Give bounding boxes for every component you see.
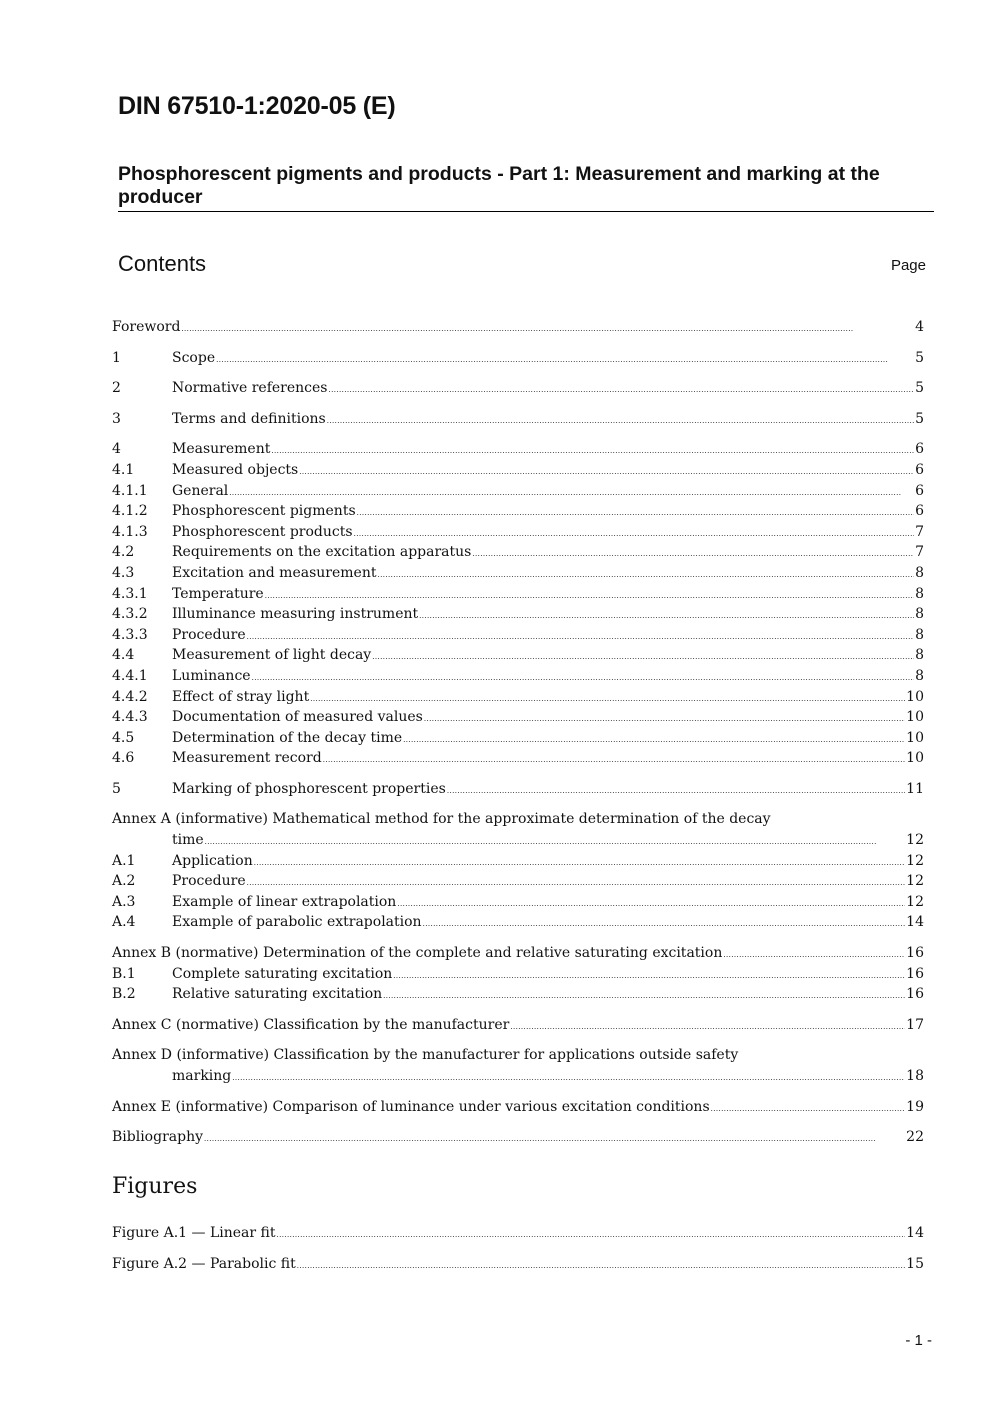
- toc-entry-page: 12: [906, 852, 924, 869]
- toc-entry-number: 4.6: [112, 750, 135, 767]
- toc-entry-title: Measurement record: [172, 750, 322, 767]
- toc-entry-title: Scope: [172, 349, 216, 366]
- toc-entry-title: Measurement: [172, 441, 271, 458]
- page-number: - 1 -: [905, 1332, 932, 1349]
- toc-entry-page: 8: [915, 564, 924, 581]
- toc-entry-number: 4.3.2: [112, 606, 148, 623]
- toc-entry-annex-b[interactable]: [112, 943, 924, 964]
- toc-entry-4-4-3[interactable]: [112, 707, 924, 728]
- toc-entry-title: General: [172, 482, 229, 499]
- toc-entry-title: Annex C (normative) Classification by the manufacturer: [112, 1016, 510, 1033]
- document-id: DIN 67510-1:2020-05 (E): [118, 92, 396, 120]
- toc-entry-number: 4.4.1: [112, 667, 148, 684]
- toc-entry-number: A.1: [112, 852, 136, 869]
- toc-entry-4-1[interactable]: [112, 460, 924, 481]
- toc-entry-number: 4: [112, 441, 121, 458]
- toc-entry-4-4-1[interactable]: [112, 666, 924, 687]
- toc-entry-number: 2: [112, 380, 121, 397]
- toc-entry-number: 4.1: [112, 461, 135, 478]
- toc-entry-page: 5: [915, 349, 924, 366]
- toc-entry-page: 22: [906, 1129, 924, 1146]
- toc-entry-4-5[interactable]: [112, 728, 924, 749]
- toc-entry-page: 12: [906, 893, 924, 910]
- document-subtitle: Phosphorescent pigments and products - Part 1: Measurement and marking at the producer: [118, 163, 934, 212]
- toc-entry-title: Phosphorescent products: [172, 523, 353, 540]
- toc-entry-4-1-2[interactable]: [112, 501, 924, 522]
- toc-entry-title: Requirements on the excitation apparatus: [172, 544, 472, 561]
- toc-entry-number: 1: [112, 349, 121, 366]
- figure-entry-a-1[interactable]: [112, 1223, 924, 1244]
- toc-entry-number: 3: [112, 410, 121, 427]
- toc-entry-number: 4.4: [112, 647, 135, 664]
- toc-entry-number: B.1: [112, 965, 136, 982]
- toc-entry-page: 16: [906, 945, 924, 962]
- figure-entry-title: Figure A.2 — Parabolic fit: [112, 1255, 296, 1272]
- toc-entry-a-2[interactable]: [112, 871, 924, 892]
- toc-entry-4-6[interactable]: [112, 748, 924, 769]
- toc-entry-number: 5: [112, 780, 121, 797]
- toc-entry-number: A.4: [112, 914, 136, 931]
- toc-entry-bibliography[interactable]: [112, 1127, 924, 1148]
- toc-entry-5[interactable]: [112, 779, 924, 800]
- toc-entry-page: 12: [906, 873, 924, 890]
- toc-entry-page: 7: [915, 523, 924, 540]
- toc-entry-page: 8: [915, 667, 924, 684]
- toc-entry-title: Illuminance measuring instrument: [172, 606, 419, 623]
- toc-entry-1[interactable]: [112, 348, 924, 369]
- table-of-contents: [112, 317, 924, 1148]
- toc-entry-title: Application: [172, 852, 253, 869]
- toc-entry-title: Marking of phosphorescent properties: [172, 780, 446, 797]
- toc-entry-title: Excitation and measurement: [172, 564, 377, 581]
- toc-entry-page: 10: [906, 729, 924, 746]
- toc-entry-4-2[interactable]: [112, 542, 924, 563]
- toc-entry-title: Foreword: [112, 319, 181, 335]
- toc-entry-4-3-1[interactable]: [112, 584, 924, 605]
- toc-entry-4[interactable]: [112, 439, 924, 460]
- toc-entry-page: 5: [915, 410, 924, 427]
- toc-entry-a-4[interactable]: [112, 912, 924, 933]
- figure-entry-a-2[interactable]: [112, 1254, 924, 1275]
- toc-entry-number: A.2: [112, 873, 136, 890]
- list-of-figures: [112, 1223, 924, 1274]
- toc-entry-title: Procedure: [172, 873, 246, 890]
- toc-entry-4-4-2[interactable]: [112, 687, 924, 708]
- toc-entry-4-4[interactable]: [112, 645, 924, 666]
- toc-entry-number: 4.1.2: [112, 503, 148, 520]
- toc-entry-page: 10: [906, 709, 924, 726]
- figure-entry-page: 15: [906, 1255, 924, 1272]
- toc-entry-page: 8: [915, 626, 924, 643]
- figure-entry-page: 14: [906, 1225, 924, 1241]
- toc-entry-title: Example of linear extrapolation: [172, 893, 397, 910]
- toc-entry-page: 4: [915, 319, 924, 335]
- toc-entry-title: Normative references: [172, 380, 328, 397]
- toc-entry-title: Relative saturating excitation: [172, 986, 383, 1003]
- toc-entry-title: Phosphorescent pigments: [172, 503, 356, 520]
- page-column-label: Page: [890, 257, 926, 274]
- toc-entry-title: Example of parabolic extrapolation: [172, 914, 422, 931]
- toc-entry-b-2[interactable]: [112, 984, 924, 1005]
- toc-entry-number: 4.3: [112, 564, 135, 581]
- toc-entry-a-3[interactable]: [112, 892, 924, 913]
- toc-entry-title-continued: time: [172, 832, 204, 849]
- toc-entry-title: Complete saturating excitation: [172, 965, 393, 982]
- toc-entry-page: 6: [915, 503, 924, 520]
- toc-entry-annex-a[interactable]: [112, 809, 924, 830]
- toc-entry-page: 16: [906, 965, 924, 982]
- toc-entry-page: 6: [915, 461, 924, 478]
- toc-entry-annex-c[interactable]: [112, 1015, 924, 1036]
- toc-entry-page: 10: [906, 750, 924, 767]
- toc-entry-page: 16: [906, 986, 924, 1003]
- toc-entry-number: A.3: [112, 893, 136, 910]
- toc-entry-page: 12: [906, 832, 924, 849]
- toc-entry-title-continued: marking: [172, 1068, 232, 1084]
- toc-entry-page: 17: [906, 1016, 924, 1033]
- toc-entry-title: Annex B (normative) Determination of the complete and relative saturating excitation: [112, 945, 723, 962]
- toc-entry-title: Annex A (informative) Mathematical method for the approximate determination of the decay: [112, 811, 771, 828]
- toc-entry-number: 4.2: [112, 544, 135, 561]
- toc-entry-4-3[interactable]: [112, 563, 924, 584]
- toc-entry-number: 4.5: [112, 729, 135, 746]
- toc-entry-page: 7: [915, 544, 924, 561]
- toc-entry-4-3-3[interactable]: [112, 625, 924, 646]
- toc-entry-title: Temperature: [172, 585, 264, 602]
- toc-entry-annex-d-continued[interactable]: [112, 1066, 924, 1087]
- toc-entry-number: 4.4.2: [112, 688, 148, 705]
- toc-entry-title: Determination of the decay time: [172, 729, 403, 746]
- toc-entry-4-1-1[interactable]: [112, 481, 924, 502]
- toc-entry-foreword[interactable]: [112, 317, 924, 338]
- toc-entry-number: 4.1.1: [112, 482, 148, 499]
- toc-entry-annex-d[interactable]: [112, 1045, 924, 1066]
- toc-entry-4-1-3[interactable]: [112, 522, 924, 543]
- toc-entry-page: 6: [915, 482, 924, 499]
- toc-entry-title: Annex D (informative) Classification by the manufacturer for applications outside safety: [112, 1047, 739, 1064]
- toc-entry-title: Documentation of measured values: [172, 709, 423, 726]
- toc-entry-annex-a-continued[interactable]: [112, 830, 924, 851]
- toc-entry-number: 4.3.1: [112, 585, 148, 602]
- toc-entry-title: Luminance: [172, 667, 251, 684]
- toc-entry-number: 4.3.3: [112, 626, 148, 643]
- toc-entry-title: Measurement of light decay: [172, 647, 372, 664]
- toc-entry-page: 14: [906, 914, 924, 931]
- toc-entry-page: 10: [906, 688, 924, 705]
- toc-entry-title: Procedure: [172, 626, 246, 643]
- toc-entry-page: 8: [915, 606, 924, 623]
- toc-entry-title: Measured objects: [172, 461, 299, 478]
- contents-heading: Contents: [118, 251, 207, 276]
- toc-entry-title: Terms and definitions: [172, 410, 326, 427]
- toc-entry-number: 4.4.3: [112, 709, 148, 726]
- toc-entry-number: B.2: [112, 986, 136, 1003]
- figures-heading: Figures: [112, 1174, 198, 1199]
- toc-entry-page: 5: [915, 380, 924, 397]
- toc-entry-page: 6: [915, 441, 924, 458]
- toc-entry-page: 11: [906, 780, 924, 797]
- toc-entry-page: 8: [915, 585, 924, 602]
- toc-entry-page: 19: [906, 1098, 924, 1115]
- toc-entry-a-1[interactable]: [112, 851, 924, 872]
- toc-entry-title: Effect of stray light: [172, 688, 310, 705]
- toc-entry-title: Annex E (informative) Comparison of luminance under various excitation conditions: [112, 1098, 710, 1115]
- toc-entry-page: 18: [906, 1068, 924, 1084]
- toc-entry-title: Bibliography: [112, 1129, 203, 1146]
- toc-entry-annex-e[interactable]: [112, 1097, 924, 1118]
- toc-entry-4-3-2[interactable]: [112, 604, 924, 625]
- toc-entry-2[interactable]: [112, 378, 924, 399]
- figure-entry-title: Figure A.1 — Linear fit: [112, 1225, 276, 1241]
- toc-entry-page: 8: [915, 647, 924, 664]
- toc-entry-number: 4.1.3: [112, 523, 148, 540]
- toc-entry-b-1[interactable]: [112, 964, 924, 985]
- toc-entry-3[interactable]: [112, 409, 924, 430]
